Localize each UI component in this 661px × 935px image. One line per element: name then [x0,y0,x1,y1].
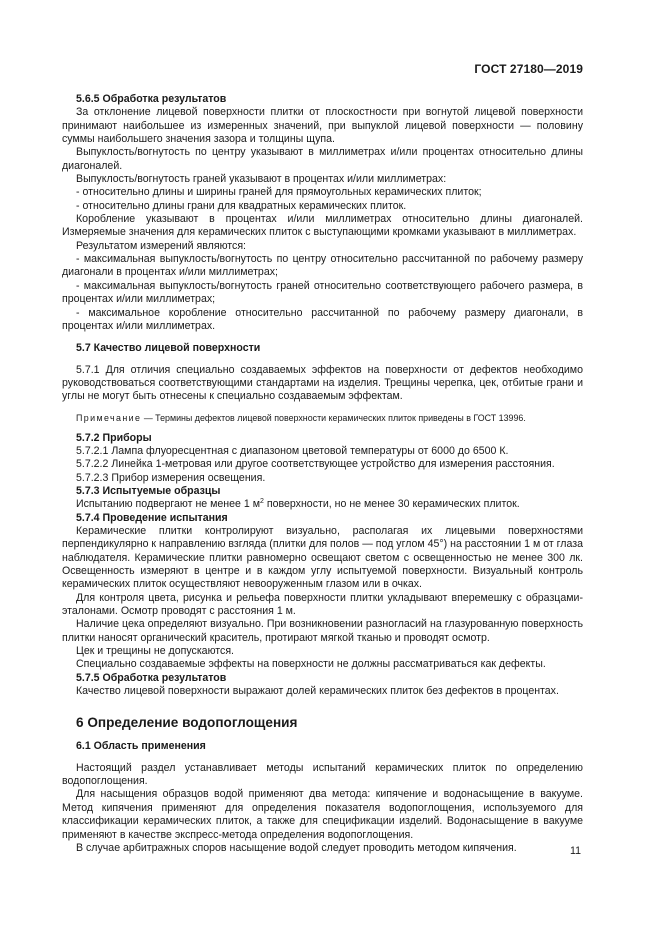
paragraph: Цек и трещины не допускаются. [76,645,234,658]
heading-5-7-3: 5.7.3 Испытуемые образцы [76,484,221,497]
paragraph [62,498,583,511]
paragraph: Качество лицевой поверхности выражают долей керамических плиток без дефектов в процентах. [76,685,559,698]
list-item: - максимальная выпуклость/вогнутость по центру относительно рассчитанной по рабочему размеру диагонали в процентах и/или миллиметрах; [62,253,583,279]
paragraph: 5.7.2.2 Линейка 1-метровая или другое соответствующее устройство для измерения расстояния. [76,458,555,471]
paragraph: Специально создаваемые эффекты на поверхности не должны рассматриваться как дефекты. [76,658,546,671]
paragraph: 5.7.2.3 Прибор измерения освещения. [76,471,266,484]
paragraph: Настоящий раздел устанавливает методы испытаний керамических плиток по определению водопоглощения. [62,761,583,788]
heading-5-7: 5.7 Качество лицевой поверхности [76,342,261,355]
paragraph: Выпуклость/вогнутость по центру указывают в миллиметрах и/или процентах относительно длины диагоналей. [62,146,583,172]
heading-6-1: 6.1 Область применения [76,740,206,753]
paragraph: Наличие цека определяют визуально. При возникновении разногласий на глазурованную поверхность плитки наносят органический краситель, протирают мягкой тканью и проводят осмотр. [62,618,583,644]
paragraph: 5.7.1 Для отличия специально создаваемых эффектов на поверхности от дефектов необходимо руководствоваться соответствующими стандартами на изделия. Трещины черепка, цек, отбитые грани и углы не могут быть отнесены к специально создаваемым эффектам. [62,363,583,403]
page-content [62,93,583,855]
list-item: - относительно длины грани для квадратных керамических плиток. [76,199,407,212]
text-run: Испытанию подвергают не менее 1 м [76,498,260,511]
paragraph: Для насыщения образцов водой применяют два метода: кипячение и водонасыщение в вакууме. Метод кипячения применяют для определения показателя водопоглощения, используемого для классификации керамических плиток, а также для спецификации изделий. Водонасыщение в вакууме применяют в качестве экспресс-метода определения водопоглощения. [62,788,583,841]
paragraph: Выпуклость/вогнутость граней указывают в процентах и/или миллиметрах: [76,173,447,186]
heading-5-7-2: 5.7.2 Приборы [76,431,152,444]
paragraph: Для контроля цвета, рисунка и рельефа поверхности плитки укладывают вперемешку с образцами-эталонами. Осмотр проводят с расстояния 1 м. [62,591,583,618]
superscript: 2 [260,498,264,506]
heading-5-6-5: 5.6.5 Обработка результатов [76,93,227,105]
list-item: - относительно длины и ширины граней для прямоугольных керамических плиток; [76,186,482,199]
text-run: поверхности, но не менее 30 керамических плиток. [263,498,520,511]
document-header-id: ГОСТ 27180—2019 [474,62,583,76]
paragraph: За отклонение лицевой поверхности плитки от плоскостности при вогнутой лицевой поверхности принимают наибольшее из измеренных значений, при выпуклой лицевой поверхности — половину суммы наибольшего значения зазора и толщины щупа. [62,106,583,146]
note [62,412,583,424]
page-number: 11 [570,845,581,857]
paragraph: Коробление указывают в процентах и/или миллиметрах относительно длины диагоналей. Измеряемые значения для керамических плиток с выступающими кромками указывают в миллиметрах. [62,213,583,239]
paragraph: Керамические плитки контролируют визуально, располагая их лицевыми поверхностями перпендикулярно к направлению взгляда (плитки для полов — под углом 45°) на расстоянии 1 м от глаза наблюдателя. Керамические плитки равномерно освещают светом с освещенностью не менее 300 лк. Освещенность измеряют в центре и в каждом углу испытуемой поверхности. Визуальный контроль керамических плиток осуществляют невооруженным глазом или в очках. [62,524,584,591]
list-item: - максимальное коробление относительно рассчитанной по рабочему размеру диагонали, в процентах и/или миллиметрах. [62,306,583,332]
paragraph: 5.7.2.1 Лампа флуоресцентная с диапазоном цветовой температуры от 6000 до 6500 К. [76,444,509,457]
paragraph: Результатом измерений являются: [76,239,246,252]
heading-5-7-4: 5.7.4 Проведение испытания [76,511,228,524]
heading-6: 6 Определение водопоглощения [76,715,298,731]
note-text: — Термины дефектов лицевой поверхности керамических плиток приведены в ГОСТ 13996. [141,412,526,423]
note-label: Примечание [76,412,142,423]
list-item: - максимальная выпуклость/вогнутость граней относительно соответствующего рабочего размера, в процентах и/или миллиметрах; [62,279,583,306]
heading-5-7-5: 5.7.5 Обработка результатов [76,671,227,684]
paragraph: В случае арбитражных споров насыщение водой следует проводить методом кипячения. [76,841,517,854]
